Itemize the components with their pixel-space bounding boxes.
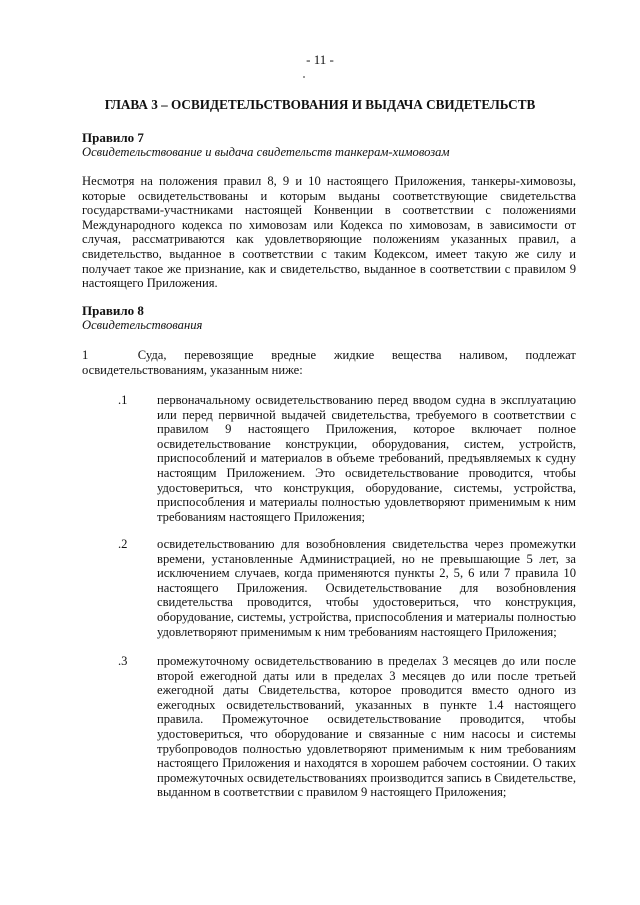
rule8-paragraph-1-second-line: освидетельствованиям, указанным ниже:: [82, 362, 303, 377]
list-item-number: .3: [118, 654, 128, 668]
page-number: - 11 -: [306, 52, 334, 67]
rule8-paragraph-1: [82, 348, 576, 377]
word: подлежат: [525, 348, 576, 362]
word: наливом,: [459, 348, 508, 362]
word: вредные: [271, 348, 317, 362]
list-item-text: освидетельствованию для возобновления свидетельства через промежутки времени, установленные Администрацией, но не превышающие 5 лет, за исключением случаев, когда применяются пункты 2, 5, 6 или 7 правила 10 настоящего Приложения. Освидетельствование для возобновления свидетельства проводится, чтобы удостовериться, что конструкция, оборудование, системы, устройства, приспособления и материалы полностью удовлетворяют применимым к ним требованиям настоящего Приложения;: [157, 537, 576, 639]
word: вещества: [391, 348, 442, 362]
chapter-title: ГЛАВА 3 – ОСВИДЕТЕЛЬСТВОВАНИЯ И ВЫДАЧА СВИДЕТЕЛЬСТВ: [104, 97, 536, 112]
scan-speck: [303, 76, 305, 78]
rule8-subheading: Освидетельствования: [82, 318, 203, 332]
rule7-heading: Правило 7: [82, 130, 144, 145]
paragraph-number: 1: [82, 348, 89, 362]
rule8-heading: Правило 8: [82, 303, 144, 318]
list-item-number: .1: [118, 393, 128, 407]
word: жидкие: [333, 348, 375, 362]
word: Суда,: [137, 348, 167, 362]
rule8-paragraph-1-first-line: [82, 348, 576, 363]
list-item-text: первоначальному освидетельствованию перед вводом судна в эксплуатацию или перед первичной выдачей свидетельства, требуемого в соответствии с правилом 9 настоящего Приложения, которое включает полное освидетельствование конструкции, оборудования, систем, устройств, приспособлений и материалов в объеме требований, предъявляемых к судну настоящим Приложением. Это освидетельствование проводится, чтобы удостовериться, что конструкция, оборудование, системы, устройства, приспособления и материалы полностью удовлетворяют применимым к ним требованиям настоящего Приложения;: [157, 393, 576, 524]
list-item-number: .2: [118, 537, 128, 551]
word: перевозящие: [184, 348, 254, 362]
rule7-paragraph: Несмотря на положения правил 8, 9 и 10 настоящего Приложения, танкеры-химовозы, которые освидетельствованы и которым выданы соответствующие свидетельства государствами-участниками настоящей Конвенции в соответствии с положениями Международного кодекса по химовозам или Кодекса по химовозам, в зависимости от случая, рассматриваются как удовлетворяющие положениям указанных правил, а свидетельство, выданное в соответствии с таким Кодексом, имеет такую же силу и получает такое же признание, как и свидетельство, выданное в соответствии с правилом 9 настоящего Приложения.: [82, 174, 576, 291]
rule7-subheading: Освидетельствование и выдача свидетельств танкерам-химовозам: [82, 145, 450, 159]
list-item-text: промежуточному освидетельствованию в пределах 3 месяцев до или после второй ежегодной даты или в пределах 3 месяцев до или после третьей ежегодной даты Свидетельства, которое проводится вместо одного из ежегодных освидетельствований, указанных в пункте 1.4 настоящего правила. Промежуточное освидетельствование проводится, чтобы удостовериться, что оборудование и связанные с ним насосы и системы трубопроводов полностью удовлетворяют применимым к ним требованиям настоящего Приложения и находятся в хорошем рабочем состоянии. О таких промежуточных освидетельствованиях производится запись в Свидетельстве, выданном в соответствии с правилом 9 настоящего Приложения;: [157, 654, 576, 800]
